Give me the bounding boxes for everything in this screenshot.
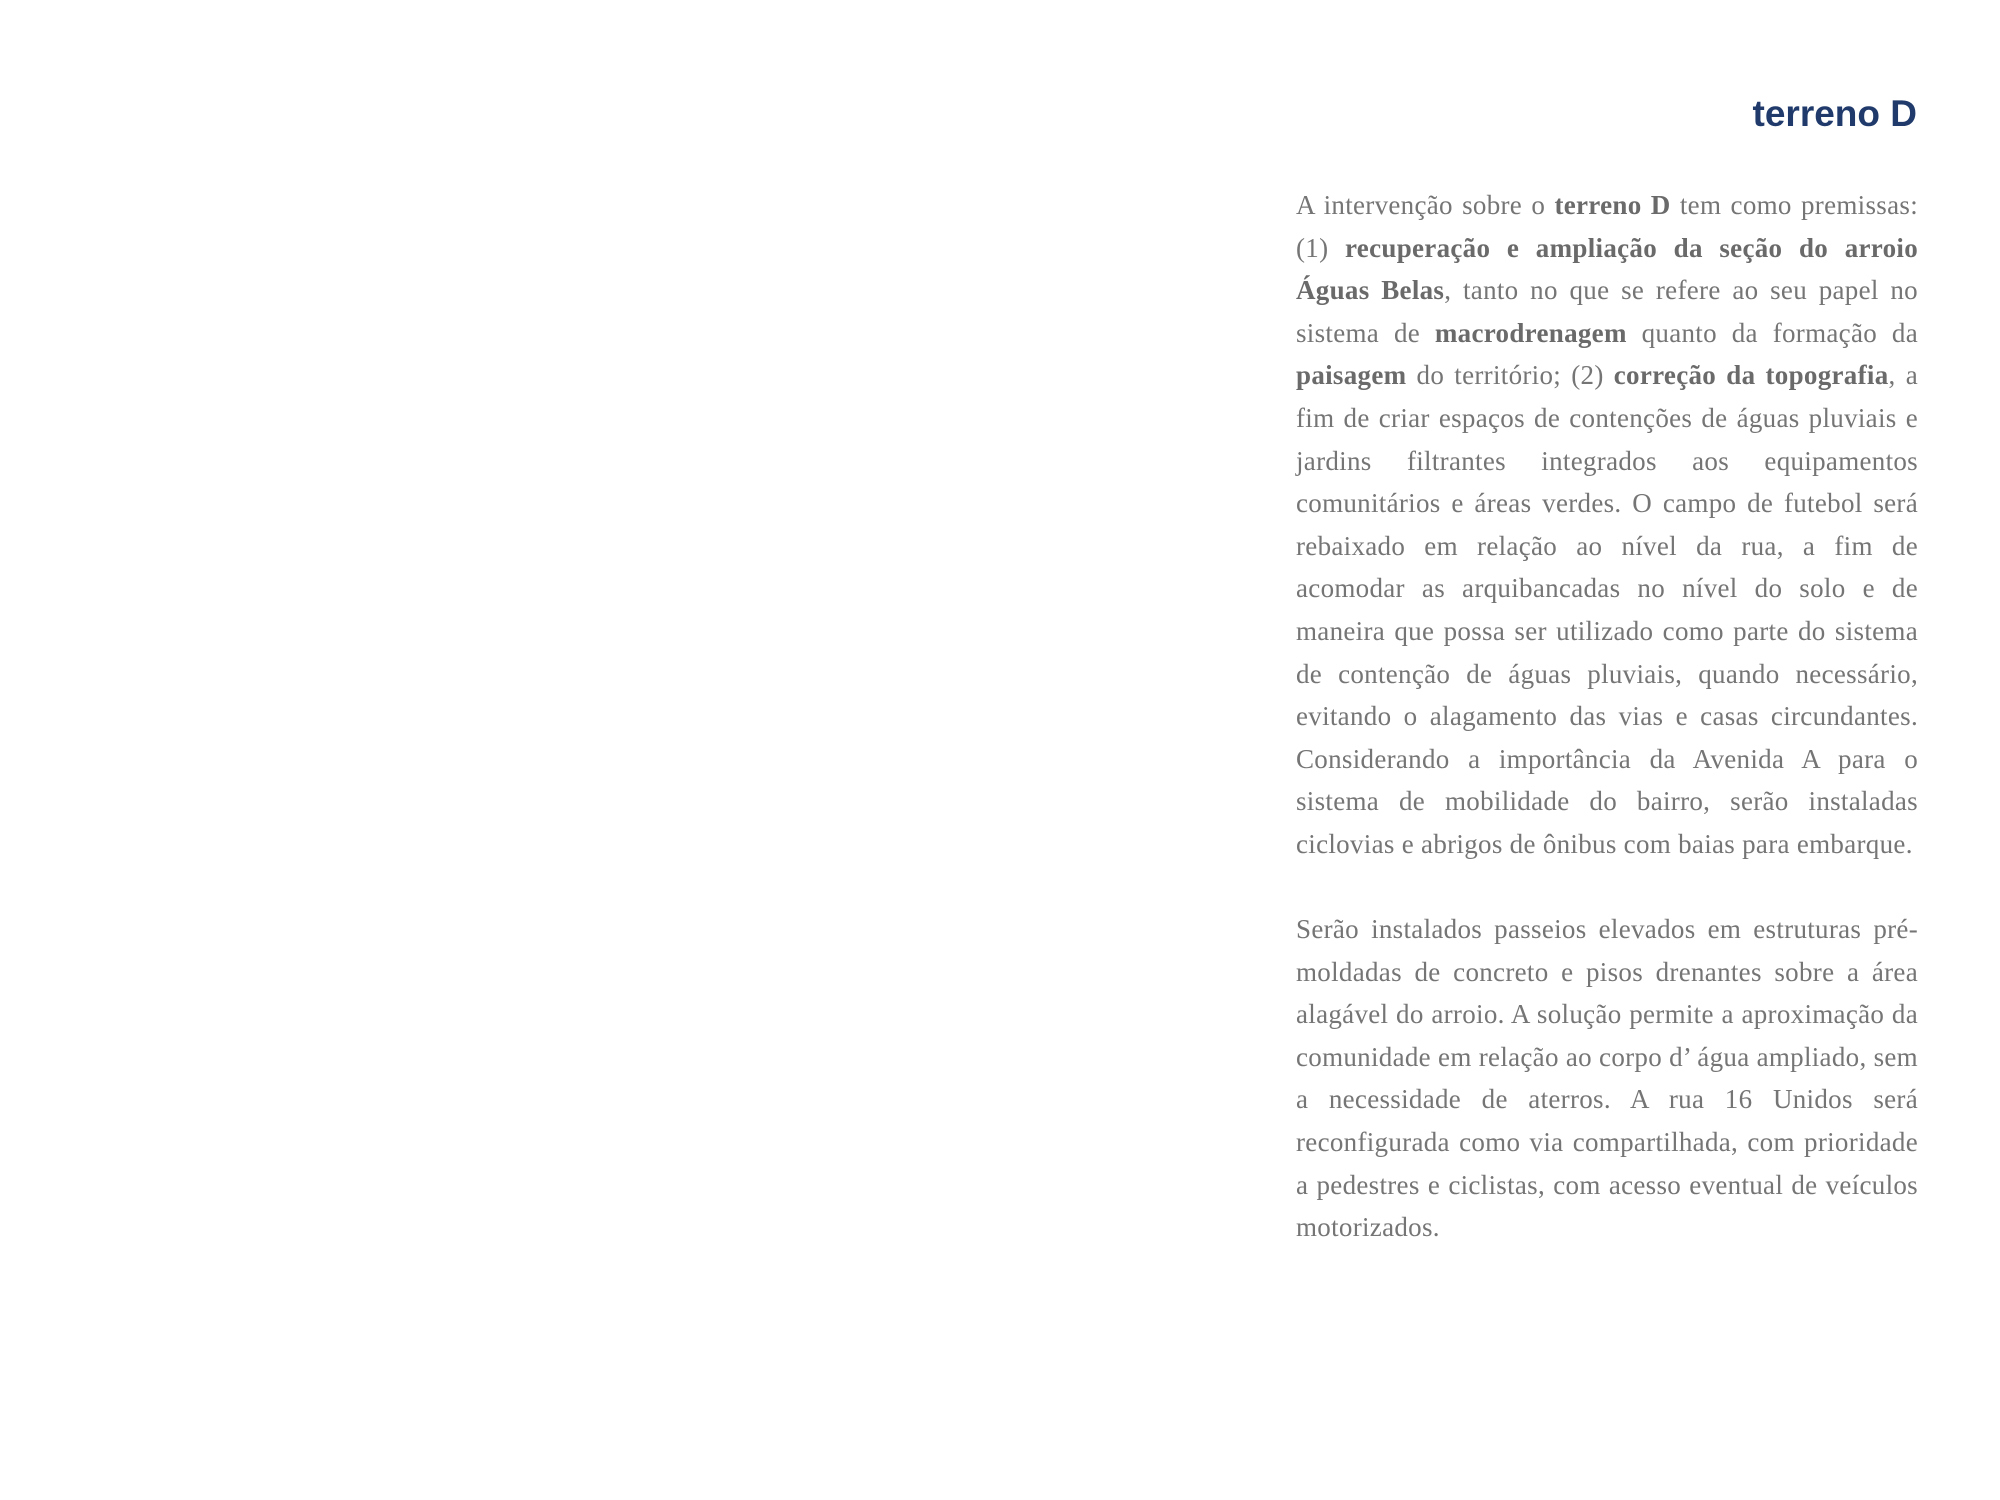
bold-text-recuperacao: recuperação e ampliação da seção do arroio Águas Belas	[1296, 232, 1918, 306]
paragraph-1	[1296, 184, 1918, 866]
body-text-column	[1296, 184, 1918, 1291]
text-run: A intervenção sobre o	[1296, 190, 1555, 220]
section-title: terreno D	[1752, 93, 1917, 134]
text-run: , tanto no que se refere ao seu papel no sistema de	[1296, 275, 1918, 348]
bold-text-macrodrenagem: macrodrenagem	[1434, 317, 1627, 348]
bold-text-paisagem: paisagem	[1296, 360, 1407, 391]
bold-text-terreno-d: terreno D	[1554, 190, 1671, 220]
text-run: quanto da formação da	[1626, 317, 1918, 348]
text-run: do território; (2)	[1406, 360, 1614, 391]
text-run: , a fim de criar espaços de contenções de águas pluviais e jardins filtrantes integrados aos equipamentos comunitários e áreas verdes. O campo de futebol será rebaixado em relação ao nível da rua, a fim de acomodar as arquibancadas no nível do solo e de maneira que possa ser utilizado como parte do sistema de contenção de águas pluviais, quando necessário, evitando o alagamento das vias e casas circundantes. Considerando a importância da Avenida A para o sistema de mobilidade do bairro, serão instaladas ciclovias e abrigos de ônibus com baias para embarque.	[1296, 360, 1918, 859]
text-run: tem como premissas: (1)	[1296, 190, 1918, 263]
bold-text-correcao-topografia: correção da topografia	[1613, 360, 1889, 391]
paragraph-2: Serão instalados passeios elevados em estruturas pré-moldadas de concreto e pisos drenantes sobre a área alagável do arroio. A solução permite a aproximação da comunidade em relação ao corpo d’ água ampliado, sem a necessidade de aterros. A rua 16 Unidos será reconfigurada como via compartilhada, com prioridade a pedestres e ciclistas, com acesso eventual de veículos motorizados.	[1296, 914, 1918, 1243]
